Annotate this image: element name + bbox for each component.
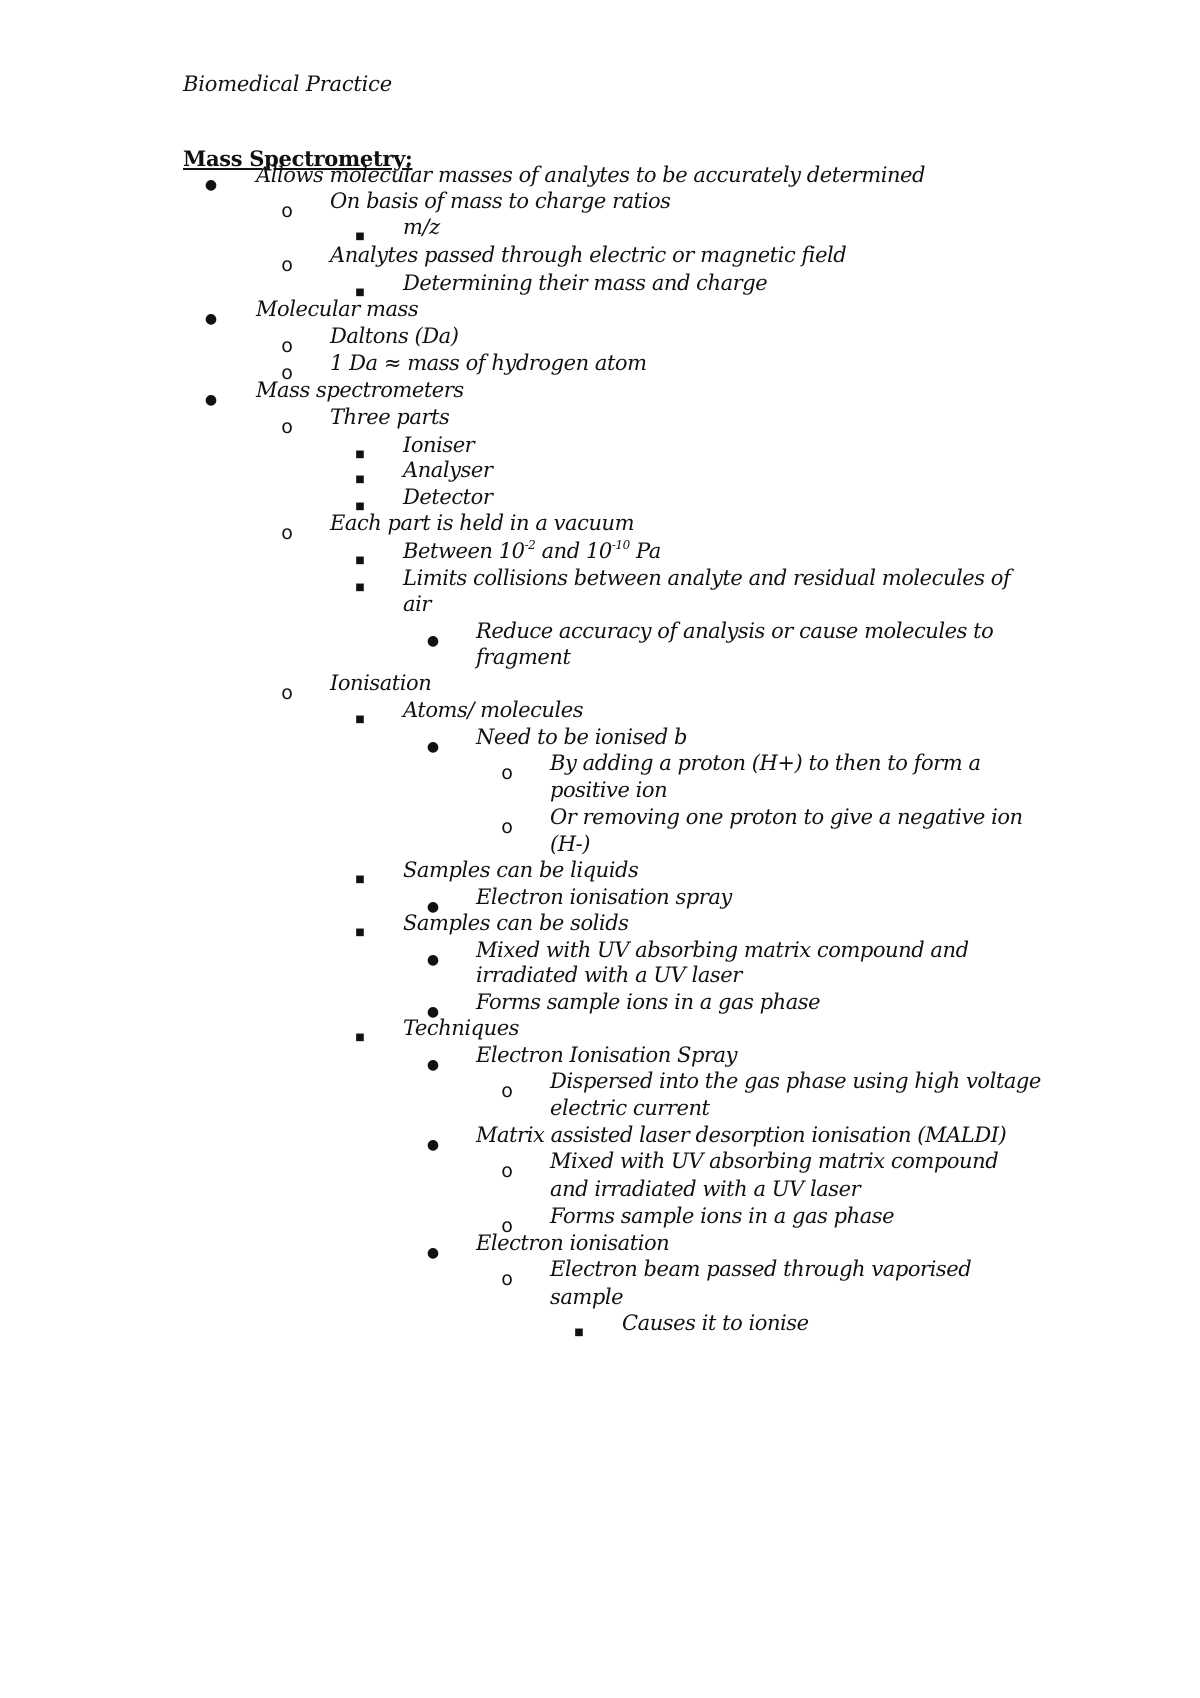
list-item-text: By adding a proton (H+) to then to form a: [550, 751, 981, 775]
list-item-text: Causes it to ionise: [622, 1311, 809, 1335]
bullet-circle-icon: o: [281, 200, 293, 222]
list-item-text: Limits collisions between analyte and residual molecules of: [403, 566, 1011, 590]
list-item-text: Allows molecular masses of analytes to be accurately determined: [256, 163, 926, 187]
list-item-text: Daltons (Da): [330, 324, 459, 348]
bullet-disc-icon: ●: [426, 1245, 440, 1261]
bullet-disc-icon: ●: [426, 1137, 440, 1153]
list-item-text: positive ion: [550, 778, 668, 802]
bullet-circle-icon: o: [501, 1215, 513, 1237]
bullet-circle-icon: o: [281, 362, 293, 384]
bullet-square-icon: ■: [355, 874, 365, 885]
bullet-circle-icon: o: [501, 762, 513, 784]
list-item-text: air: [403, 592, 431, 616]
bullet-square-icon: ■: [355, 927, 365, 938]
bullet-circle-icon: o: [281, 682, 293, 704]
section-heading: Mass Spectrometry:: [183, 146, 413, 171]
bullet-square-icon: ■: [355, 449, 365, 460]
list-item-text: fragment: [476, 645, 571, 669]
bullet-disc-icon: ●: [426, 952, 440, 968]
list-item-text: Three parts: [330, 405, 450, 429]
list-item-text: On basis of mass to charge ratios: [330, 189, 671, 213]
list-item-text: Matrix assisted laser desorption ionisation (MALDI): [476, 1123, 1007, 1147]
bullet-square-icon: ■: [355, 714, 365, 725]
list-item-text: Electron ionisation: [476, 1231, 670, 1255]
list-item-text: Mixed with UV absorbing matrix compound: [550, 1149, 999, 1173]
bullet-disc-icon: ●: [426, 633, 440, 649]
list-item-text: Or removing one proton to give a negative ion: [550, 805, 1023, 829]
page-header: Biomedical Practice: [183, 72, 392, 96]
list-item-text: Ionisation: [330, 671, 432, 695]
list-item-text: irradiated with a UV laser: [476, 963, 742, 987]
bullet-circle-icon: o: [281, 254, 293, 276]
list-item-text: Dispersed into the gas phase using high voltage: [550, 1069, 1041, 1093]
bullet-square-icon: ■: [355, 287, 365, 298]
bullet-disc-icon: ●: [426, 899, 440, 915]
list-item-text: Analytes passed through electric or magnetic field: [330, 243, 847, 267]
list-item-text: Mass spectrometers: [256, 378, 464, 402]
list-item-text: Analyser: [403, 458, 493, 482]
list-item-text: and irradiated with a UV laser: [550, 1177, 861, 1201]
bullet-disc-icon: ●: [426, 1004, 440, 1020]
list-item-text: Samples can be solids: [403, 911, 629, 935]
list-item-text: Molecular mass: [256, 297, 419, 321]
bullet-circle-icon: o: [281, 522, 293, 544]
list-item-text: (H-): [550, 832, 590, 856]
exponent: -2: [524, 538, 536, 552]
list-item-text: Samples can be liquids: [403, 858, 639, 882]
list-item-text: Forms sample ions in a gas phase: [476, 990, 821, 1014]
bullet-square-icon: ■: [574, 1327, 584, 1338]
bullet-square-icon: ■: [355, 501, 365, 512]
bullet-circle-icon: o: [281, 335, 293, 357]
bullet-circle-icon: o: [501, 816, 513, 838]
list-item-text: Determining their mass and charge: [403, 271, 768, 295]
list-item-text: electric current: [550, 1096, 710, 1120]
exponent: -10: [611, 538, 630, 552]
list-item-text: Each part is held in a vacuum: [330, 511, 635, 535]
list-item-text: Atoms/ molecules: [403, 698, 584, 722]
bullet-circle-icon: o: [501, 1268, 513, 1290]
text-segment: and 10: [535, 539, 612, 563]
bullet-disc-icon: ●: [426, 1057, 440, 1073]
list-item-text: Detector: [403, 485, 493, 509]
bullet-square-icon: ■: [355, 231, 365, 242]
bullet-disc-icon: ●: [204, 177, 218, 193]
bullet-disc-icon: ●: [204, 311, 218, 327]
list-item-text: Electron ionisation spray: [476, 885, 732, 909]
list-item-text: Ioniser: [403, 433, 475, 457]
bullet-square-icon: ■: [355, 1032, 365, 1043]
bullet-disc-icon: ●: [204, 392, 218, 408]
bullet-disc-icon: ●: [426, 739, 440, 755]
bullet-circle-icon: o: [281, 416, 293, 438]
list-item-text: Mixed with UV absorbing matrix compound and: [476, 938, 969, 962]
text-segment: Between 10: [403, 539, 525, 563]
bullet-square-icon: ■: [355, 474, 365, 485]
list-item-text: m/z: [403, 215, 440, 239]
list-item-text: Techniques: [403, 1016, 520, 1040]
list-item-text: sample: [550, 1285, 624, 1309]
list-item-text: Reduce accuracy of analysis or cause molecules to: [476, 619, 994, 643]
list-item-text: Electron beam passed through vaporised: [550, 1257, 972, 1281]
list-item-text: 1 Da ≈ mass of hydrogen atom: [330, 351, 647, 375]
bullet-circle-icon: o: [501, 1080, 513, 1102]
bullet-circle-icon: o: [501, 1160, 513, 1182]
list-item-text: Electron Ionisation Spray: [476, 1043, 738, 1067]
list-item-text: [403, 538, 661, 564]
list-item-text: Forms sample ions in a gas phase: [550, 1204, 895, 1228]
text-segment: Pa: [629, 539, 661, 563]
list-item-text: Need to be ionised b: [476, 725, 688, 749]
bullet-square-icon: ■: [355, 555, 365, 566]
bullet-square-icon: ■: [355, 582, 365, 593]
